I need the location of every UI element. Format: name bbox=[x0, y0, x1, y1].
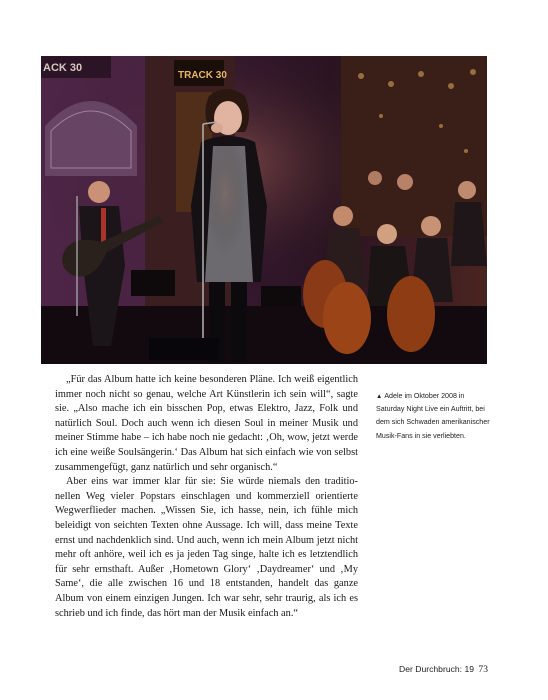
concert-photo bbox=[41, 56, 487, 364]
photo-sign-right: TRACK 30 bbox=[178, 70, 227, 81]
page-footer bbox=[399, 664, 488, 675]
article-paragraph-1: „Für das Album hatte ich keine besonderen Pläne. Ich weiß eigentlich immer noch nicht so genau, welche Art Künstlerin ich sein will“, sagte sie. „Also mache ich ein bisschen Pop, etwas Elektro, Jazz, Folk und natürlich Soul. Doch auch wenn ich diesen Soul in meiner Musik und meiner Stimme habe – ich habe noch nie gedacht: ‚Oh, wow, jetzt werde ich eine weiße Soulsängerin.‘ Das Album hat sich einfach wie von selbst zusammengefügt, ganz natürlich und sehr organisch.“ bbox=[55, 374, 358, 473]
photo-caption bbox=[376, 390, 494, 443]
caption-marker-icon: ▲ bbox=[376, 393, 383, 400]
footer-section-title: Der Durchbruch: 19 bbox=[399, 664, 475, 674]
concert-photo-illustration bbox=[41, 56, 487, 364]
page-number: 73 bbox=[478, 664, 488, 675]
article-body bbox=[55, 373, 358, 621]
photo-sign-left: ACK 30 bbox=[43, 62, 83, 74]
article-paragraph-2: Aber eins war immer klar für sie: Sie würde niemals den traditionellen Weg vieler Popstars einschlagen und kommerziell orientierte Wegwerflieder machen. „Wissen Sie, ich hasse, nein, ich fühle mich beleidigt von seichten Texten ohne Aussage. Ich will, dass meine Texte ernst und nachdenklich sind. Und auch, wenn ich mein Album jetzt nicht mehr oft anhöre, weil ich es ja jeden Tag singe, halte ich es letztendlich für sehr ernsthaft. Außer ‚Hometown Glory‘ ‚Daydreamer‘ und ‚My Same‘, die alle zwischen 16 und 18 entstanden, handelt das ganze Album von einem einzigen Jungen. Ich war sehr, sehr traurig, als ich es schrieb und ich finde, das hört man der Musik einfach an.“ bbox=[55, 476, 358, 619]
caption-text: Adele im Oktober 2008 in Saturday Night Live ein Auftritt, bei dem sich Schwaden amerikanischer Musik-Fans in sie verliebten. bbox=[376, 392, 490, 440]
